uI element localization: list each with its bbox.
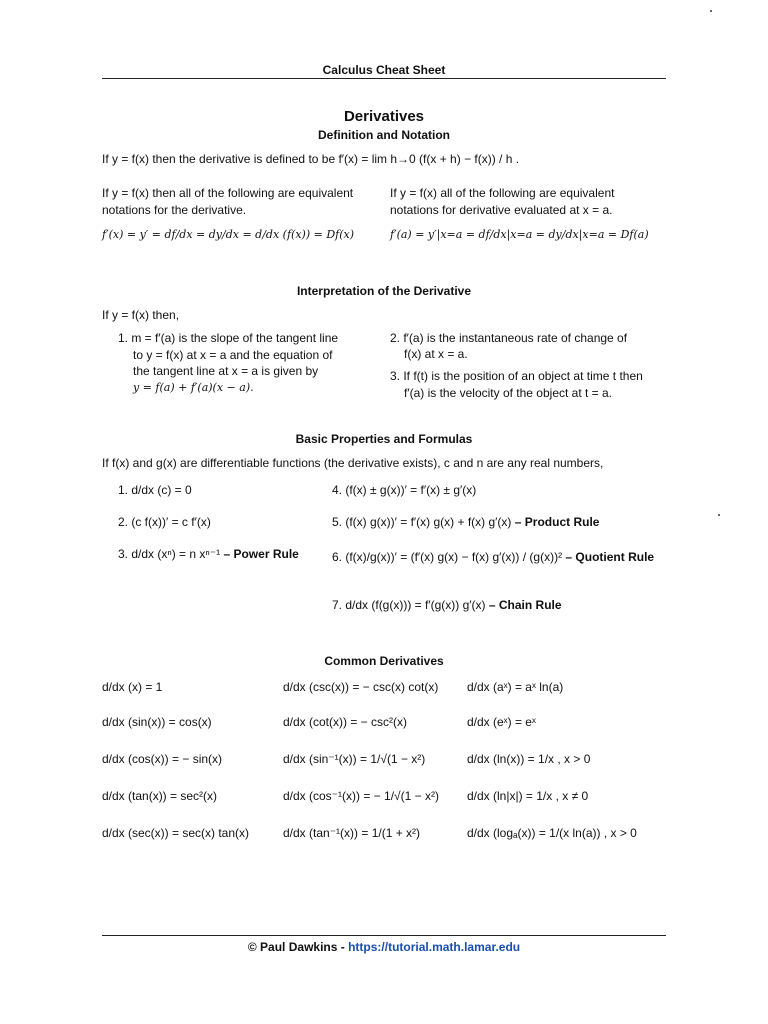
notation-left-text-2: notations for the derivative. [102, 203, 247, 217]
notation-left-formula: f′(x) = y′ = df/dx = dy/dx = d/dx (f(x)) = Df(x) [102, 228, 354, 241]
notation-right-text-1: If y = f(x) all of the following are equivalent [390, 186, 615, 200]
definition-subtitle: Definition and Notation [318, 128, 450, 142]
interpretation-item3-line2: f′(a) is the velocity of the object at t = a. [404, 386, 613, 400]
common-col2-row4: d/dx (cos⁻¹(x)) = − 1/√(1 − x²) [283, 789, 439, 803]
page-header-title: Calculus Cheat Sheet [322, 63, 446, 77]
notation-right-formula: f′(a) = y′|x=a = df/dx|x=a = dy/dx|x=a = Df(a) [390, 228, 649, 241]
property-2: 2. (c f(x))′ = c f′(x) [118, 515, 211, 529]
property-3 [118, 547, 299, 561]
stray-dot [718, 514, 720, 516]
property-6-label: – Quotient Rule [565, 550, 655, 564]
common-col3-row5: d/dx (logₐ(x)) = 1/(x ln(a)) , x > 0 [467, 826, 637, 840]
interpretation-item2-line1: 2. f′(a) is the instantaneous rate of change of [390, 331, 628, 345]
interpretation-item2-line2: f(x) at x = a. [404, 347, 468, 361]
property-5-label: – Product Rule [514, 515, 600, 529]
property-7 [332, 598, 562, 612]
common-title: Common Derivatives [324, 654, 444, 668]
common-col3-row2: d/dx (eˣ) = eˣ [467, 715, 536, 729]
footer-link[interactable]: https://tutorial.math.lamar.edu [348, 940, 521, 954]
common-col3-row1: d/dx (aˣ) = aˣ ln(a) [467, 680, 564, 694]
property-7-label: – Chain Rule [488, 598, 562, 612]
definition-line: If y = f(x) then the derivative is defined to be f′(x) = lim h→0 (f(x + h) − f(x)) / h . [102, 152, 520, 166]
common-col3-row3: d/dx (ln(x)) = 1/x , x > 0 [467, 752, 591, 766]
property-6 [332, 550, 654, 564]
interpretation-item3-line1: 3. If f(t) is the position of an object at time t then [390, 369, 643, 383]
footer [102, 940, 666, 954]
property-3-label: – Power Rule [223, 547, 299, 561]
common-col2-row3: d/dx (sin⁻¹(x)) = 1/√(1 − x²) [283, 752, 426, 766]
properties-title: Basic Properties and Formulas [295, 432, 473, 446]
notation-right-text-2: notations for derivative evaluated at x = a. [390, 203, 613, 217]
common-col2-row2: d/dx (cot(x)) = − csc²(x) [283, 715, 408, 729]
property-3-formula: 3. d/dx (xⁿ) = n xⁿ⁻¹ [118, 547, 221, 561]
interpretation-item1-line1: 1. m = f′(a) is the slope of the tangent line [118, 331, 339, 345]
interpretation-intro: If y = f(x) then, [102, 308, 180, 322]
notation-left-text-1: If y = f(x) then all of the following are equivalent [102, 186, 354, 200]
property-7-formula: 7. d/dx (f(g(x))) = f′(g(x)) g′(x) [332, 598, 486, 612]
interpretation-item1-line2: to y = f(x) at x = a and the equation of [133, 348, 333, 362]
common-col1-row4: d/dx (tan(x)) = sec²(x) [102, 789, 218, 803]
stray-dot [710, 10, 712, 12]
property-5-formula: 5. (f(x) g(x))′ = f′(x) g(x) + f(x) g′(x) [332, 515, 512, 529]
property-5 [332, 515, 599, 529]
interpretation-item1-line3: the tangent line at x = a is given by [133, 364, 319, 378]
section-title: Derivatives [343, 108, 425, 125]
header-rule [102, 78, 666, 79]
interpretation-item1-line4: y = f(a) + f′(a)(x − a). [133, 381, 254, 394]
property-6-formula: 6. (f(x)/g(x))′ = (f′(x) g(x) − f(x) g′(x)) / (g(x))² [332, 550, 563, 564]
common-col1-row5: d/dx (sec(x)) = sec(x) tan(x) [102, 826, 250, 840]
common-col1-row1: d/dx (x) = 1 [102, 680, 163, 694]
common-col1-row3: d/dx (cos(x)) = − sin(x) [102, 752, 223, 766]
footer-author: © Paul Dawkins - [247, 940, 345, 954]
common-col1-row2: d/dx (sin(x)) = cos(x) [102, 715, 212, 729]
common-col2-row5: d/dx (tan⁻¹(x)) = 1/(1 + x²) [283, 826, 421, 840]
common-col3-row4: d/dx (ln|x|) = 1/x , x ≠ 0 [467, 789, 589, 803]
footer-rule [102, 935, 666, 936]
interpretation-title: Interpretation of the Derivative [296, 284, 472, 298]
property-1: 1. d/dx (c) = 0 [118, 483, 192, 497]
property-4: 4. (f(x) ± g(x))′ = f′(x) ± g′(x) [332, 483, 477, 497]
common-col2-row1: d/dx (csc(x)) = − csc(x) cot(x) [283, 680, 439, 694]
properties-intro: If f(x) and g(x) are differentiable functions (the derivative exists), c and n are any real numbers, [102, 456, 604, 470]
